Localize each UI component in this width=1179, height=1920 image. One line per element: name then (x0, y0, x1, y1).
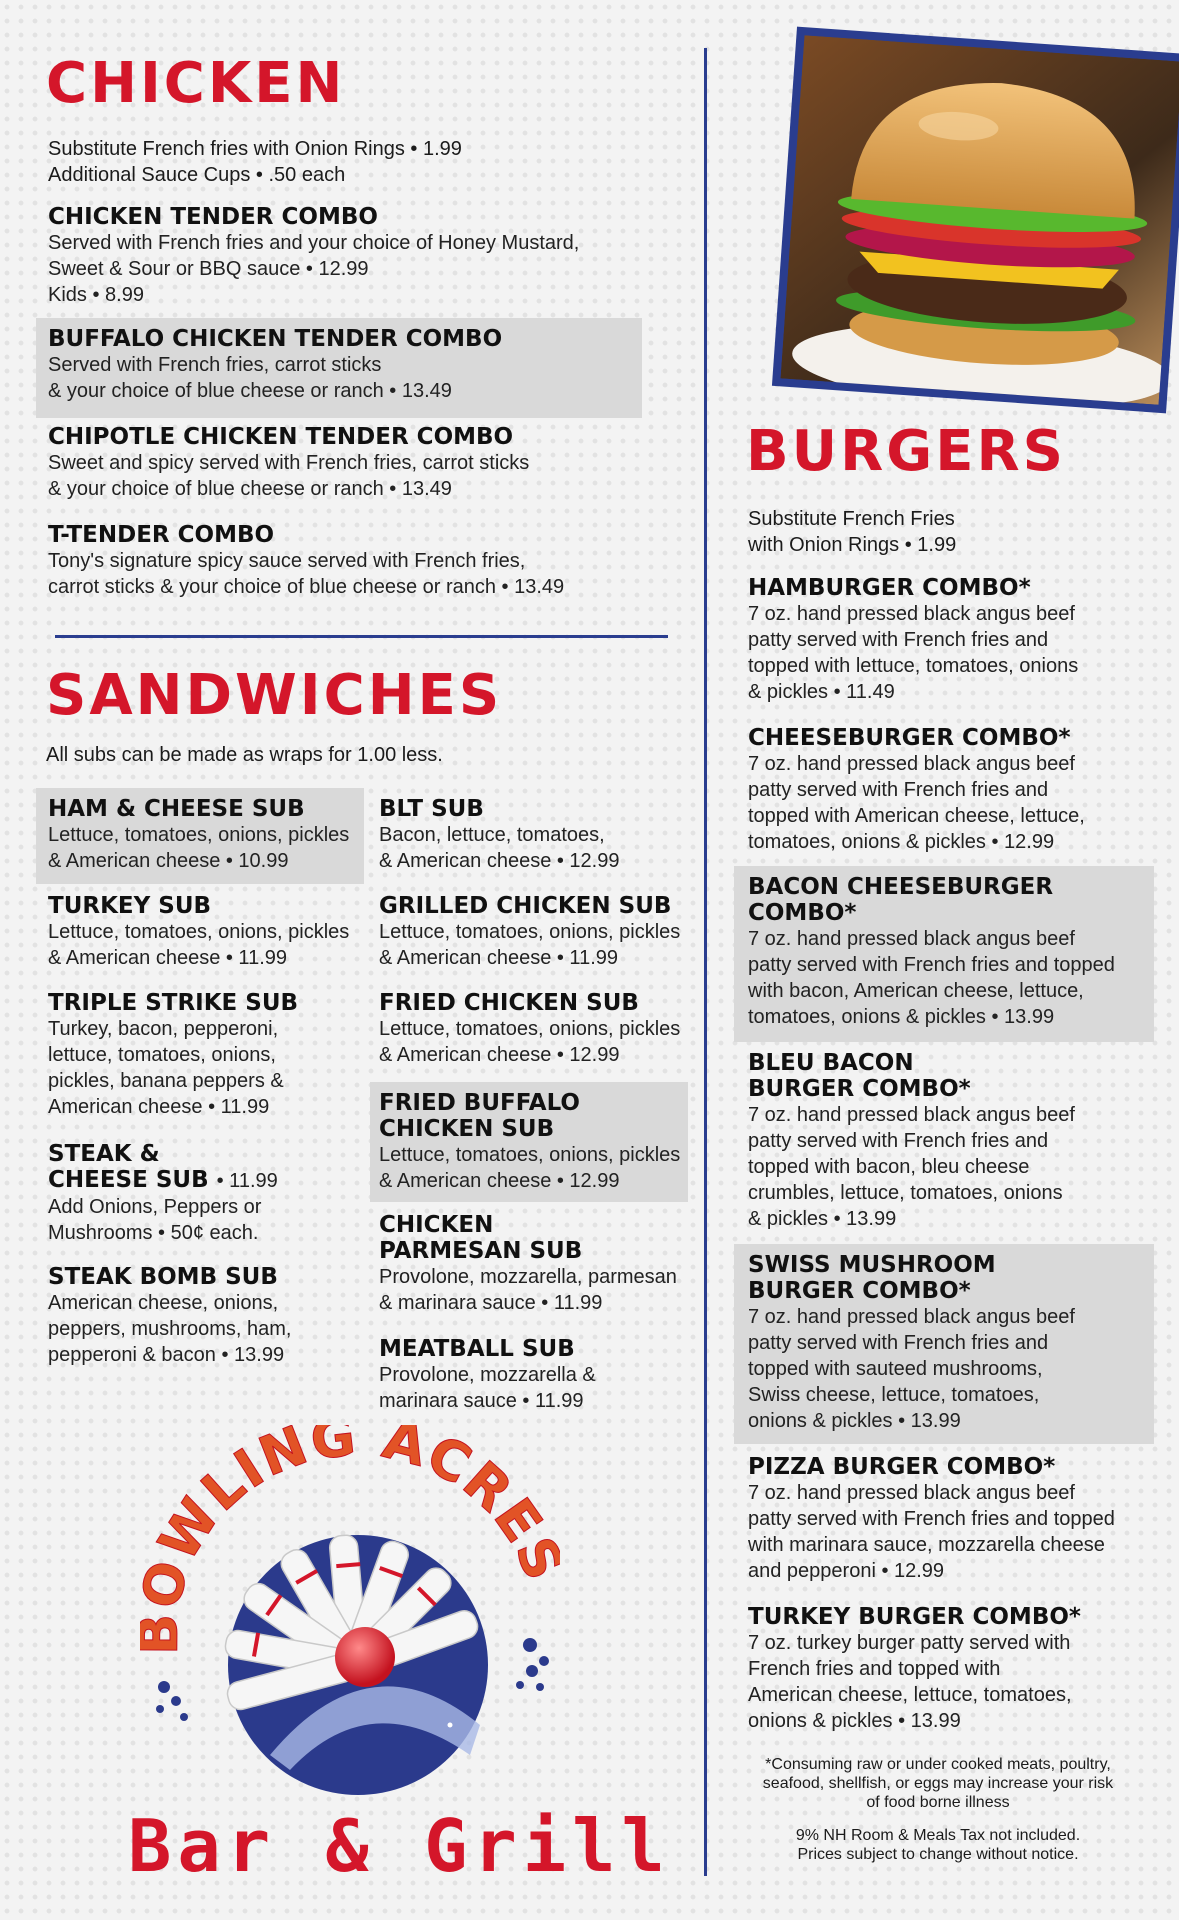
item-name: BLEU BACON (748, 1050, 914, 1076)
item-desc: topped with lettuce, tomatoes, onions (748, 655, 1079, 677)
item-desc: 7 oz. turkey burger patty served with (748, 1632, 1071, 1654)
menu-item-steak-cheese-sub (48, 1141, 368, 1246)
menu-item-turkey-sub (48, 893, 368, 971)
sandwiches-intro: All subs can be made as wraps for 1.00 less. (46, 744, 443, 766)
item-desc: pickles, banana peppers & (48, 1070, 284, 1092)
menu-item-turkey-burger-combo (748, 1604, 1168, 1734)
item-desc: topped with sauteed mushrooms, (748, 1358, 1043, 1380)
item-name: PARMESAN SUB (379, 1238, 583, 1264)
menu-item-hamburger-combo (748, 575, 1158, 705)
item-desc: patty served with French fries and (748, 629, 1049, 651)
item-name: BLT SUB (379, 796, 484, 822)
item-name: T-TENDER COMBO (48, 522, 275, 548)
item-desc: 7 oz. hand pressed black angus beef (748, 1306, 1075, 1328)
item-desc: & pickles • 13.99 (748, 1208, 897, 1230)
item-desc: Kids • 8.99 (48, 284, 144, 306)
item-desc: & American cheese • 12.99 (379, 850, 620, 872)
item-desc: & pickles • 11.49 (748, 681, 895, 703)
section-divider (55, 635, 668, 638)
bowling-pins-logo-icon (140, 1425, 560, 1805)
item-name: HAM & CHEESE SUB (48, 796, 305, 822)
item-desc: & your choice of blue cheese or ranch • 13.49 (48, 478, 452, 500)
item-desc: patty served with French fries and topped (748, 1508, 1115, 1530)
item-desc: crumbles, lettuce, tomatoes, onions (748, 1182, 1063, 1204)
item-name: TURKEY SUB (48, 893, 212, 919)
bowling-acres-logo (140, 1425, 560, 1805)
item-name: BACON CHEESEBURGER (748, 874, 1054, 900)
item-desc: patty served with French fries and (748, 779, 1049, 801)
menu-item-fried-buffalo-chicken-sub (370, 1082, 688, 1202)
item-name: CHEESEBURGER COMBO* (748, 725, 1071, 751)
item-desc: & American cheese • 12.99 (379, 1170, 620, 1192)
item-name: TURKEY BURGER COMBO* (748, 1604, 1081, 1630)
item-name: CHICKEN TENDER COMBO (48, 204, 378, 230)
item-desc: Lettuce, tomatoes, onions, pickles (379, 1018, 681, 1040)
burger-photo-icon (780, 35, 1179, 405)
disclaimer-line: of food borne illness (866, 1794, 1010, 1811)
item-desc: peppers, mushrooms, ham, (48, 1318, 292, 1340)
sandwiches-title: SANDWICHES (46, 663, 503, 728)
item-name: HAMBURGER COMBO* (748, 575, 1031, 601)
item-desc: American cheese • 11.99 (48, 1096, 270, 1118)
menu-item-fried-chicken-sub (379, 990, 699, 1068)
item-name-line: CHEESE SUB (48, 1167, 209, 1193)
item-desc: tomatoes, onions & pickles • 13.99 (748, 1006, 1055, 1028)
intro-line: Substitute French fries with Onion Rings • 1.99 (48, 138, 462, 160)
item-desc: American cheese, onions, (48, 1292, 279, 1314)
column-divider (704, 48, 707, 1876)
item-desc: patty served with French fries and topped (748, 954, 1115, 976)
item-desc: Served with French fries and your choice of Honey Mustard, (48, 232, 580, 254)
item-name: MEATBALL SUB (379, 1336, 575, 1362)
menu-item-meatball-sub (379, 1336, 699, 1414)
menu-item-cheeseburger-combo (748, 725, 1158, 855)
bowling-ball (335, 1627, 395, 1687)
intro-line: with Onion Rings • 1.99 (748, 534, 957, 556)
tax-note-line: 9% NH Room & Meals Tax not included. (795, 1827, 1081, 1844)
menu-item-steak-bomb-sub (48, 1264, 368, 1368)
item-name: BURGER COMBO* (748, 1278, 971, 1304)
menu-item-chicken-parmesan-sub (379, 1212, 699, 1316)
item-desc: Provolone, mozzarella, parmesan (379, 1266, 677, 1288)
menu-item-chicken-tender-combo (48, 204, 648, 308)
item-desc: Lettuce, tomatoes, onions, pickles (48, 921, 350, 943)
menu-item-bleu-bacon-burger-combo (748, 1050, 1158, 1232)
disclaimer-line: *Consuming raw or under cooked meats, poultry, (765, 1756, 1111, 1773)
item-desc: 7 oz. hand pressed black angus beef (748, 928, 1075, 950)
item-desc: topped with American cheese, lettuce, (748, 805, 1085, 827)
chicken-title: CHICKEN (46, 51, 346, 116)
item-name: PIZZA BURGER COMBO* (748, 1454, 1056, 1480)
chicken-intro (48, 136, 462, 188)
tax-note (738, 1826, 1138, 1864)
item-desc: Tony's signature spicy sauce served with French fries, (48, 550, 526, 572)
item-desc: & marinara sauce • 11.99 (379, 1292, 603, 1314)
item-desc: Provolone, mozzarella & (379, 1364, 596, 1386)
item-name: FRIED CHICKEN SUB (379, 990, 639, 1016)
item-desc: onions & pickles • 13.99 (748, 1410, 961, 1432)
item-desc: carrot sticks & your choice of blue cheese or ranch • 13.49 (48, 576, 565, 598)
item-name: BURGER COMBO* (748, 1076, 971, 1102)
item-desc: with bacon, American cheese, lettuce, (748, 980, 1084, 1002)
item-desc: & American cheese • 10.99 (48, 850, 289, 872)
item-desc: Served with French fries, carrot sticks (48, 354, 382, 376)
item-desc: topped with bacon, bleu cheese (748, 1156, 1030, 1178)
item-name: FRIED BUFFALO (379, 1090, 580, 1116)
disclaimer (738, 1755, 1138, 1812)
burgers-intro (748, 506, 956, 558)
item-name: TRIPLE STRIKE SUB (48, 990, 299, 1016)
item-desc: onions & pickles • 13.99 (748, 1710, 961, 1732)
item-desc: Sweet and spicy served with French fries, carrot sticks (48, 452, 530, 474)
logo-subtitle: Bar & Grill (128, 1804, 671, 1888)
item-desc: patty served with French fries and (748, 1332, 1049, 1354)
item-desc: & American cheese • 11.99 (48, 947, 287, 969)
item-name: COMBO* (748, 900, 857, 926)
menu-item-blt-sub (379, 796, 699, 874)
menu-item-buffalo-chicken-tender-combo (36, 318, 642, 418)
item-price: • 11.99 (216, 1170, 278, 1192)
item-desc: Swiss cheese, lettuce, tomatoes, (748, 1384, 1040, 1406)
menu-item-bacon-cheeseburger-combo (734, 866, 1154, 1042)
item-name: STEAK & (48, 1141, 160, 1167)
intro-line: Additional Sauce Cups • .50 each (48, 164, 346, 186)
item-desc: Sweet & Sour or BBQ sauce • 12.99 (48, 258, 369, 280)
menu-item-pizza-burger-combo (748, 1454, 1168, 1584)
item-desc: and pepperoni • 12.99 (748, 1560, 945, 1582)
logo-arc-text: WLING ACRE (146, 1425, 556, 1572)
item-desc: Bacon, lettuce, tomatoes, (379, 824, 605, 846)
item-name: SWISS MUSHROOM (748, 1252, 996, 1278)
item-desc: Lettuce, tomatoes, onions, pickles (379, 921, 681, 943)
disclaimer-line: seafood, shellfish, or eggs may increase your risk (762, 1775, 1114, 1792)
item-name: CHICKEN (379, 1212, 494, 1238)
menu-item-t-tender-combo (48, 522, 668, 600)
menu-item-swiss-mushroom-burger-combo (734, 1244, 1154, 1444)
item-desc: & American cheese • 12.99 (379, 1044, 620, 1066)
item-desc: Lettuce, tomatoes, onions, pickles (48, 824, 350, 846)
item-name: STEAK BOMB SUB (48, 1264, 278, 1290)
tax-note-line: Prices subject to change without notice. (797, 1846, 1079, 1863)
item-desc: tomatoes, onions & pickles • 12.99 (748, 831, 1055, 853)
item-name: CHIPOTLE CHICKEN TENDER COMBO (48, 424, 514, 450)
item-desc: patty served with French fries and (748, 1130, 1049, 1152)
menu-item-grilled-chicken-sub (379, 893, 699, 971)
item-desc: pepperoni & bacon • 13.99 (48, 1344, 285, 1366)
item-desc: 7 oz. hand pressed black angus beef (748, 753, 1075, 775)
item-desc: Lettuce, tomatoes, onions, pickles (379, 1144, 681, 1166)
item-desc: 7 oz. hand pressed black angus beef (748, 1104, 1075, 1126)
item-name: BUFFALO CHICKEN TENDER COMBO (48, 326, 503, 352)
item-desc: American cheese, lettuce, tomatoes, (748, 1684, 1072, 1706)
menu-item-triple-strike-sub (48, 990, 368, 1120)
item-desc: Mushrooms • 50¢ each. (48, 1222, 259, 1244)
item-desc: 7 oz. hand pressed black angus beef (748, 1482, 1075, 1504)
menu-item-ham-cheese-sub (36, 788, 364, 884)
menu-item-chipotle-chicken-tender-combo (48, 424, 648, 502)
burger-photo (772, 27, 1179, 414)
item-desc: & your choice of blue cheese or ranch • 13.49 (48, 380, 452, 402)
item-desc: with marinara sauce, mozzarella cheese (748, 1534, 1105, 1556)
item-desc: & American cheese • 11.99 (379, 947, 618, 969)
item-desc: marinara sauce • 11.99 (379, 1390, 584, 1412)
item-desc: French fries and topped with (748, 1658, 1001, 1680)
item-desc: lettuce, tomatoes, onions, (48, 1044, 276, 1066)
item-desc: 7 oz. hand pressed black angus beef (748, 603, 1075, 625)
intro-line: Substitute French Fries (748, 508, 955, 530)
item-desc: Add Onions, Peppers or (48, 1196, 262, 1218)
item-name: CHICKEN SUB (379, 1116, 555, 1142)
item-desc: Turkey, bacon, pepperoni, (48, 1018, 279, 1040)
item-name (48, 1167, 368, 1194)
item-name: GRILLED CHICKEN SUB (379, 893, 672, 919)
burgers-title: BURGERS (746, 419, 1066, 484)
